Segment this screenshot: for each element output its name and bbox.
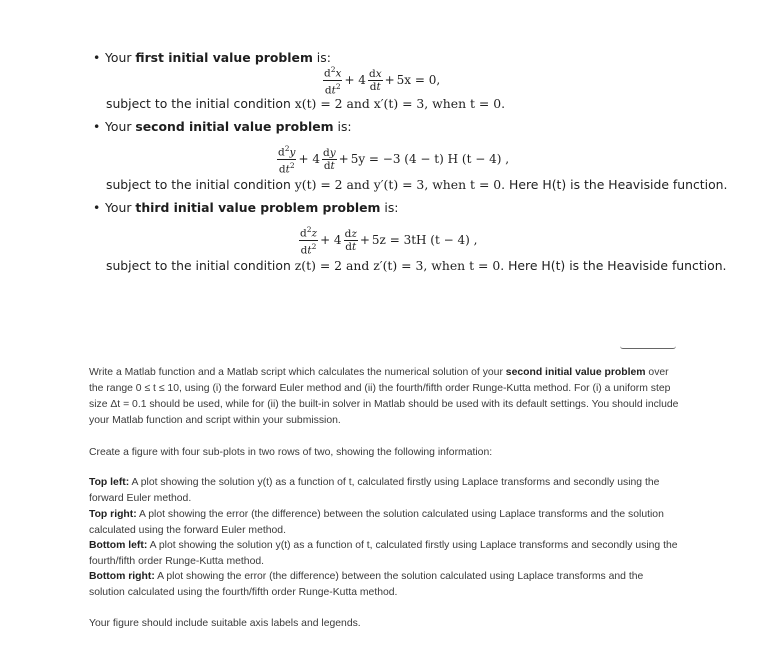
problem-1-heading: • Your first initial value problem is: (93, 50, 331, 65)
equation-3: $\frac{d^2z}{dt^2}$ + 4 $\frac{dz}{dt}$ + 5z = 3tH (t − 4) , (300, 225, 478, 256)
decorative-rule (620, 346, 676, 349)
equation-3-rhs: 5z = 3tH (t − 4) , (371, 233, 478, 247)
problem-3-heading: • Your third initial value problem problem is: (93, 200, 399, 215)
top-right-description: Top right: A plot showing the error (the difference) between the solution calculated using Laplace transforms and the solution calculated using the forward Euler method. (89, 509, 664, 536)
problem-1-condition: subject to the initial condition x(t) = 2 and x′(t) = 3, when t = 0. (106, 96, 506, 111)
task-paragraph: Write a Matlab function and a Matlab script which calculates the numerical solution of your second initial value problem over the range 0 ≤ t ≤ 10, using (i) the forward Euler method and (ii) the fourth/fifth order Runge-Kutta method. For (i) a uniform step size Δt = 0.1 should be used, while for (ii) the built-in solver in Matlab should be used with its default settings. You should include your Matlab function and script within your submission. (89, 367, 679, 426)
bullet-icon: • (93, 119, 101, 134)
problem-3-condition: subject to the initial condition z(t) = 2 and z′(t) = 3, when t = 0. Here H(t) is the Heaviside function. (106, 258, 727, 273)
top-left-description: Top left: A plot showing the solution y(t) as a function of t, calculated firstly using Laplace transforms and secondly using the forward Euler method. (89, 477, 660, 504)
equation-2: $\frac{d^2y}{dt^2}$ + 4 $\frac{dy}{dt}$ + 5y = −3 (4 − t) H (t − 4) , (278, 144, 510, 175)
figure-instruction: Create a figure with four sub-plots in two rows of two, showing the following information: (89, 447, 493, 458)
bottom-left-description: Bottom left: A plot showing the solution y(t) as a function of t, calculated firstly using Laplace transforms and secondly using the fourth/fifth order Runge-Kutta method. (89, 540, 678, 567)
bullet-icon: • (93, 50, 101, 65)
bullet-icon: • (93, 200, 101, 215)
bottom-right-description: Bottom right: A plot showing the error (the difference) between the solution calculated using Laplace transforms and the solution calculated using the fourth/fifth order Runge-Kutta method. (89, 571, 644, 598)
closing-note: Your figure should include suitable axis labels and legends. (89, 618, 361, 629)
equation-2-rhs: 5y = −3 (4 − t) H (t − 4) , (350, 152, 510, 166)
problem-2-condition: subject to the initial condition y(t) = 2 and y′(t) = 3, when t = 0. Here H(t) is the Heaviside function. (106, 177, 728, 192)
equation-1: $\frac{d^2x}{dt^2}$ + 4 $\frac{dx}{dt}$ + 5x = 0, (324, 65, 441, 96)
equation-1-rhs: 5x = 0, (396, 73, 441, 87)
problem-2-heading: • Your second initial value problem is: (93, 119, 352, 134)
